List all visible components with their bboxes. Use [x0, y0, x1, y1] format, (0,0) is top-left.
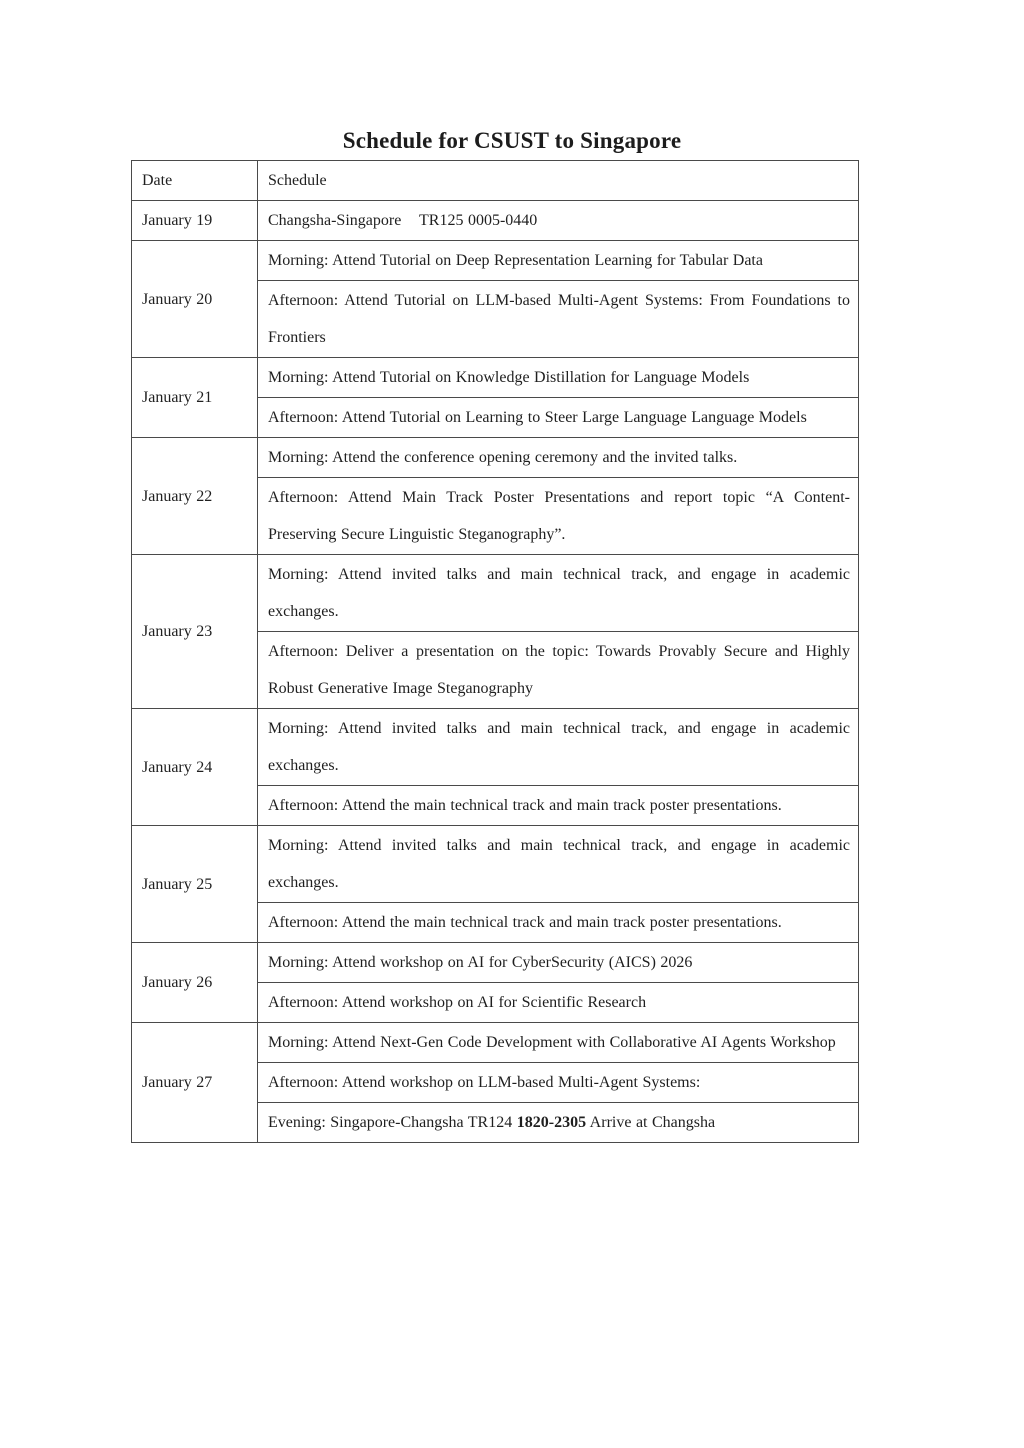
schedule-cell-morning: Morning: Attend invited talks and main technical track, and engage in academic exchanges. — [258, 555, 859, 632]
date-cell: January 23 — [132, 555, 258, 709]
schedule-cell-morning: Morning: Attend Next-Gen Code Development with Collaborative AI Agents Workshop — [258, 1023, 859, 1063]
schedule-cell-morning: Morning: Attend invited talks and main technical track, and engage in academic exchanges. — [258, 709, 859, 786]
evening-flight-time: 1820-2305 — [516, 1114, 587, 1131]
schedule-cell-afternoon: Afternoon: Attend Main Track Poster Presentations and report topic “A Content-Preserving Secure Linguistic Steganography”. — [258, 478, 859, 555]
schedule-cell-morning: Morning: Attend invited talks and main technical track, and engage in academic exchanges. — [258, 826, 859, 903]
header-date-cell: Date — [132, 161, 258, 201]
schedule-cell-morning: Morning: Attend Tutorial on Deep Representation Learning for Tabular Data — [258, 241, 859, 281]
schedule-cell-morning: Morning: Attend workshop on AI for CyberSecurity (AICS) 2026 — [258, 943, 859, 983]
schedule-cell-afternoon: Afternoon: Attend Tutorial on LLM-based Multi-Agent Systems: From Foundations to Frontiers — [258, 281, 859, 358]
schedule-cell-afternoon: Afternoon: Attend the main technical track and main track poster presentations. — [258, 786, 859, 826]
date-cell: January 22 — [132, 438, 258, 555]
schedule-cell-afternoon: Afternoon: Deliver a presentation on the topic: Towards Provably Secure and Highly Robust Generative Image Steganography — [258, 632, 859, 709]
schedule-cell-morning: Morning: Attend the conference opening ceremony and the invited talks. — [258, 438, 859, 478]
schedule-cell-afternoon: Afternoon: Attend Tutorial on Learning to Steer Large Language Language Models — [258, 398, 859, 438]
date-cell: January 25 — [132, 826, 258, 943]
date-cell: January 19 — [132, 201, 258, 241]
schedule-cell-evening — [258, 1103, 859, 1143]
table-row — [132, 438, 859, 478]
table-row — [132, 1023, 859, 1063]
date-cell: January 20 — [132, 241, 258, 358]
date-cell: January 27 — [132, 1023, 258, 1143]
table-row — [132, 201, 859, 241]
evening-text-suffix: Arrive at Changsha — [586, 1114, 716, 1131]
date-cell: January 21 — [132, 358, 258, 438]
date-cell: January 24 — [132, 709, 258, 826]
table-row — [132, 241, 859, 281]
page-title: Schedule for CSUST to Singapore — [342, 128, 682, 153]
evening-text-prefix: Evening: Singapore-Changsha TR124 — [268, 1114, 517, 1131]
date-cell: January 26 — [132, 943, 258, 1023]
table-row — [132, 358, 859, 398]
table-header-row — [132, 161, 859, 201]
table-row — [132, 555, 859, 632]
schedule-cell-afternoon: Afternoon: Attend the main technical track and main track poster presentations. — [258, 903, 859, 943]
table-row — [132, 709, 859, 786]
table-row — [132, 943, 859, 983]
header-schedule-cell: Schedule — [258, 161, 859, 201]
table-row — [132, 826, 859, 903]
schedule-cell-morning: Morning: Attend Tutorial on Knowledge Distillation for Language Models — [258, 358, 859, 398]
schedule-cell-afternoon: Afternoon: Attend workshop on LLM-based Multi-Agent Systems: — [258, 1063, 859, 1103]
schedule-cell-afternoon: Afternoon: Attend workshop on AI for Scientific Research — [258, 983, 859, 1023]
schedule-table — [131, 160, 859, 1143]
schedule-cell-flight: Changsha-Singapore TR125 0005-0440 — [258, 201, 859, 241]
